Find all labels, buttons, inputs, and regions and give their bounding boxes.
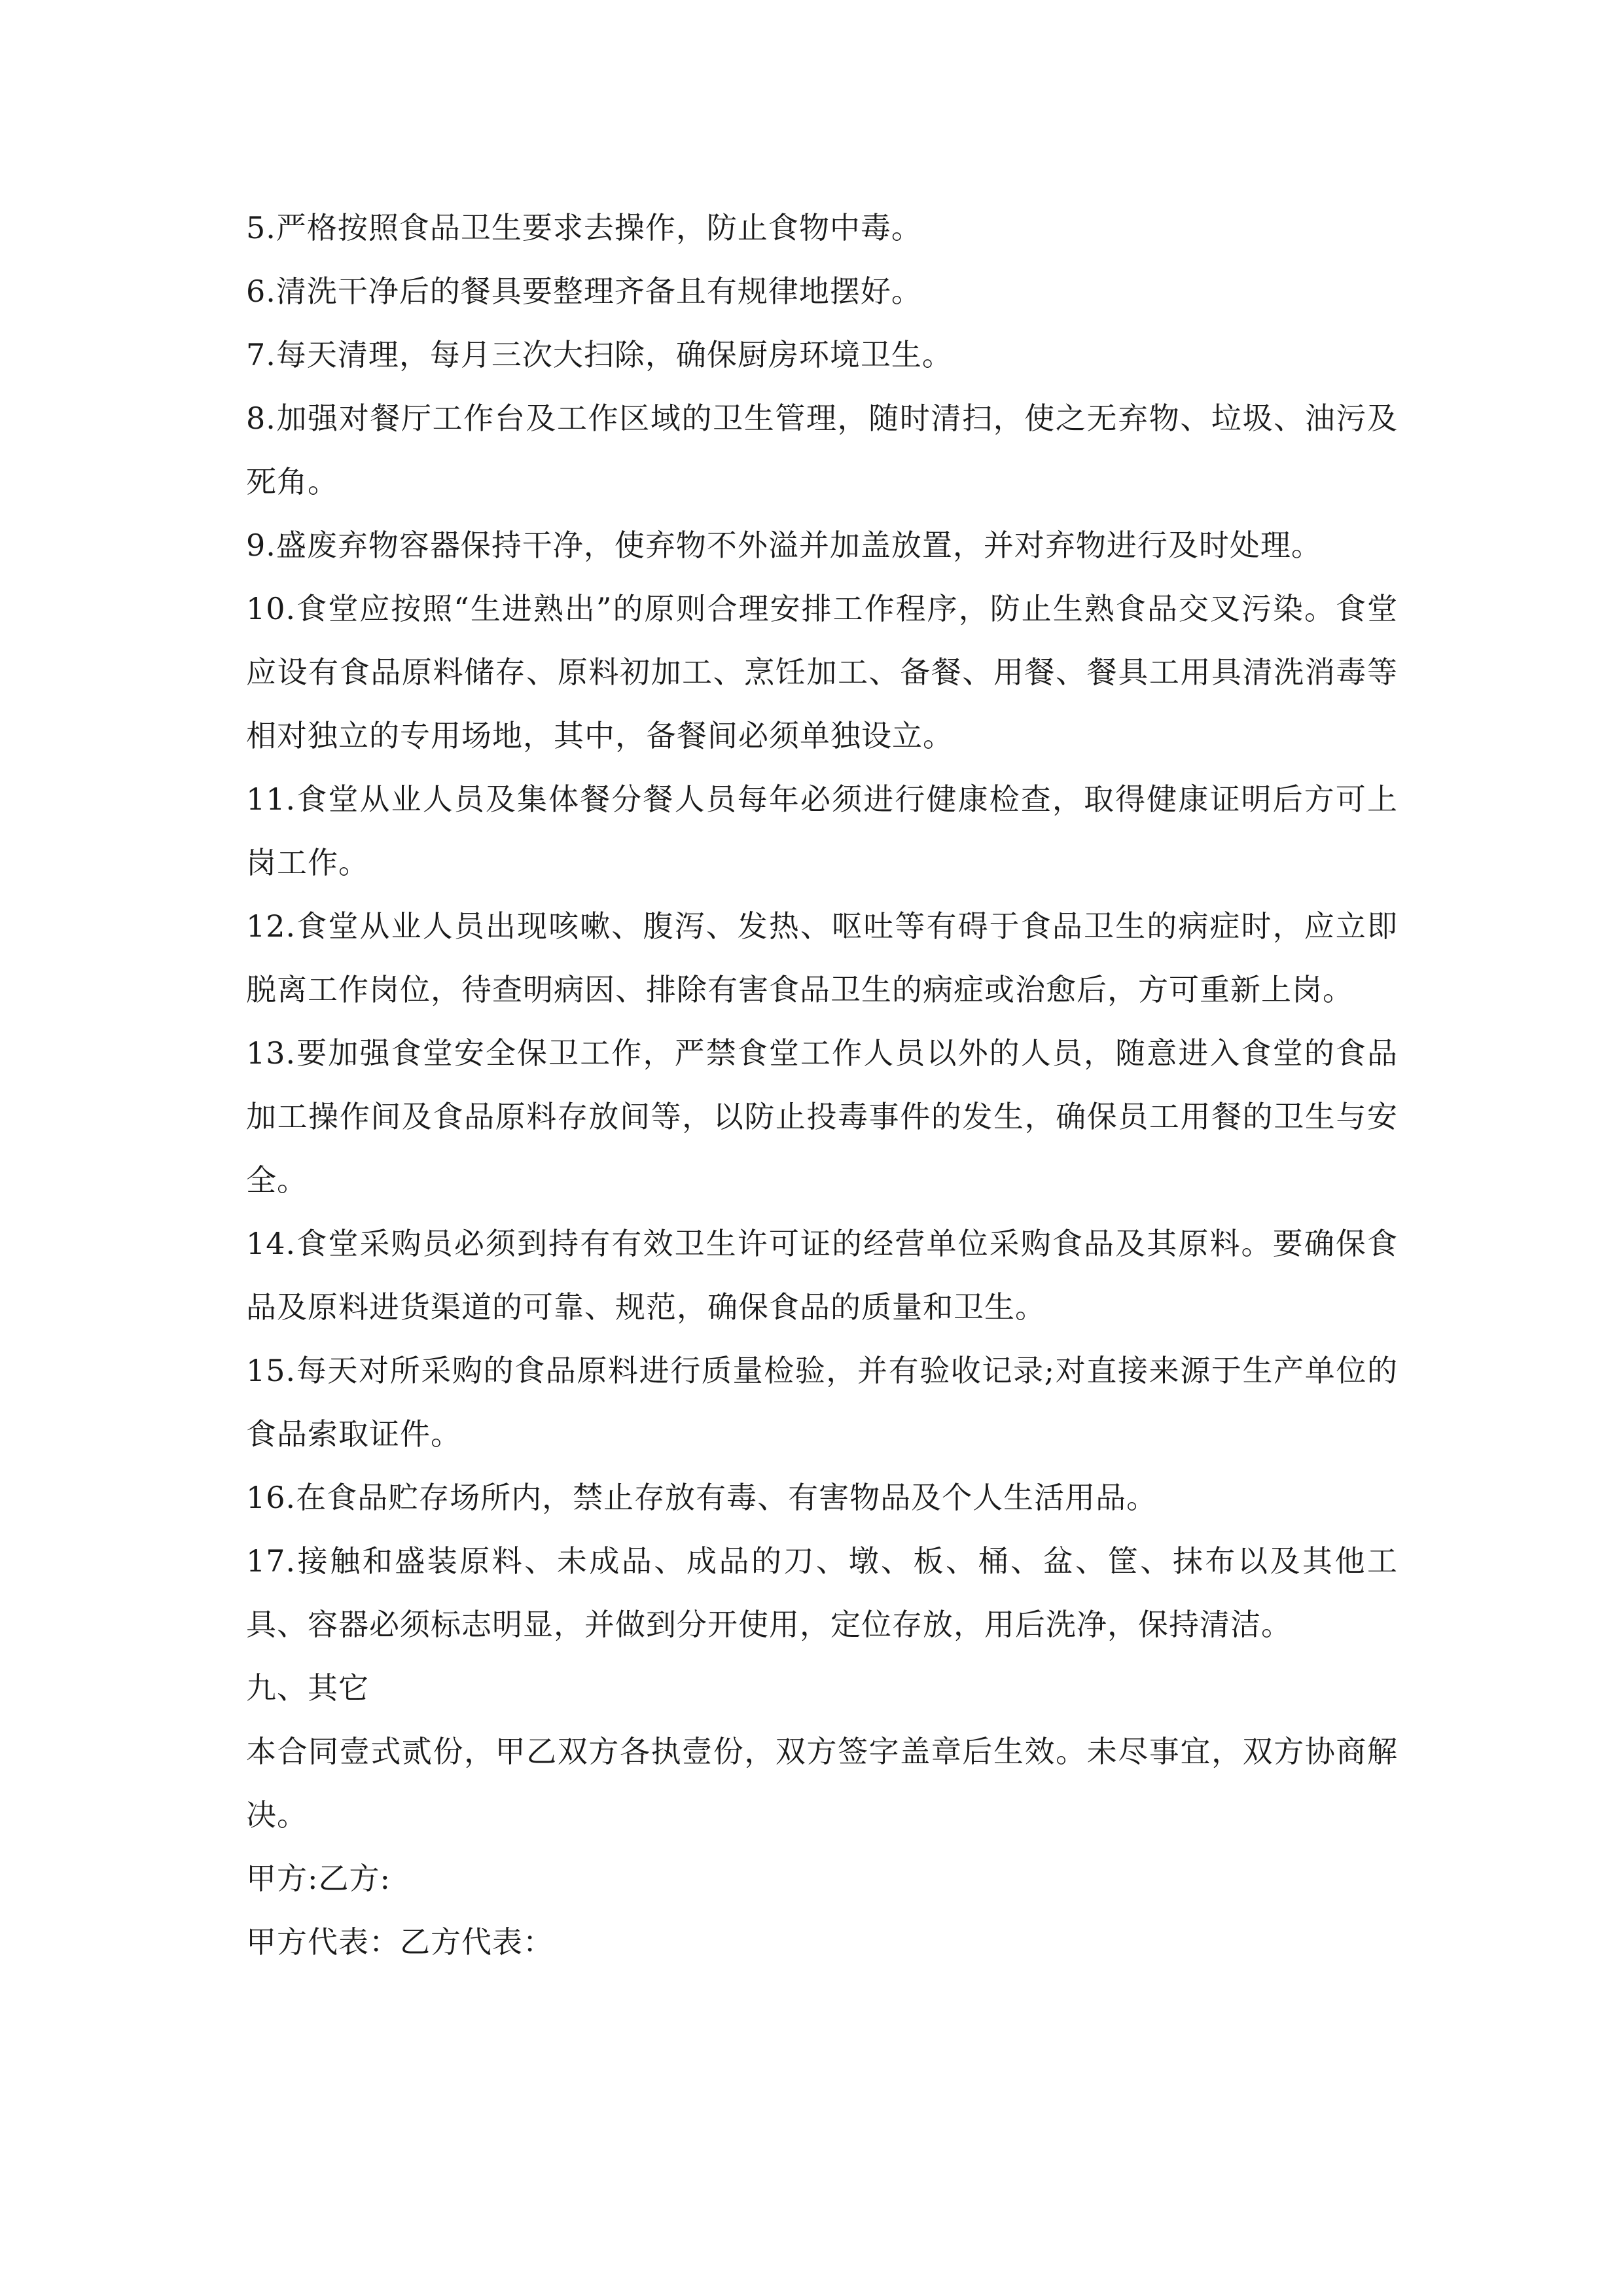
representative-signature-line: 甲方代表：乙方代表：: [246, 1924, 554, 1960]
contract-terms: 本合同壹式贰份，甲乙双方各执壹份，双方签字盖章后生效。未尽事宜，双方协商解决。: [246, 1734, 1398, 1833]
section-heading-other: 九、其它: [246, 1670, 369, 1706]
document-body: [246, 196, 1398, 1974]
clause-16: 16.在食品贮存场所内，禁止存放有毒、有害物品及个人生活用品。: [246, 1480, 1158, 1515]
clause-7: 7.每天清理，每月三次大扫除，确保厨房环境卫生。: [246, 337, 953, 372]
clause-10: 10.食堂应按照“生进熟出”的原则合理安排工作程序，防止生熟食品交叉污染。食堂应设有食品原料储存、原料初加工、烹饪加工、备餐、用餐、餐具工用具清洗消毒等相对独立的专用场地，其中，备餐间必须单独设立。: [246, 591, 1398, 753]
clause-6: 6.清洗干净后的餐具要整理齐备且有规律地摆好。: [246, 274, 922, 309]
clause-14: 14.食堂采购员必须到持有有效卫生许可证的经营单位采购食品及其原料。要确保食品及原料进货渠道的可靠、规范，确保食品的质量和卫生。: [246, 1226, 1398, 1325]
clause-11: 11.食堂从业人员及集体餐分餐人员每年必须进行健康检查，取得健康证明后方可上岗工作。: [246, 781, 1398, 880]
clause-9: 9.盛废弃物容器保持干净，使弃物不外溢并加盖放置，并对弃物进行及时处理。: [246, 528, 1322, 563]
clause-5: 5.严格按照食品卫生要求去操作，防止食物中毒。: [246, 210, 922, 245]
clause-12: 12.食堂从业人员出现咳嗽、腹泻、发热、呕吐等有碍于食品卫生的病症时，应立即脱离工作岗位，待查明病因、排除有害食品卫生的病症或治愈后，方可重新上岗。: [246, 908, 1398, 1007]
clause-15: 15.每天对所采购的食品原料进行质量检验，并有验收记录;对直接来源于生产单位的食品索取证件。: [246, 1353, 1398, 1452]
clause-8: 8.加强对餐厅工作台及工作区域的卫生管理，随时清扫，使之无弃物、垃圾、油污及死角。: [246, 401, 1398, 499]
clause-13: 13.要加强食堂安全保卫工作，严禁食堂工作人员以外的人员，随意进入食堂的食品加工操作间及食品原料存放间等，以防止投毒事件的发生，确保员工用餐的卫生与安全。: [246, 1035, 1398, 1198]
party-signature-line: 甲方:乙方:: [246, 1861, 391, 1896]
clause-17: 17.接触和盛装原料、未成品、成品的刀、墩、板、桶、盆、筐、抹布以及其他工具、容器必须标志明显，并做到分开使用，定位存放，用后洗净，保持清洁。: [246, 1543, 1398, 1642]
